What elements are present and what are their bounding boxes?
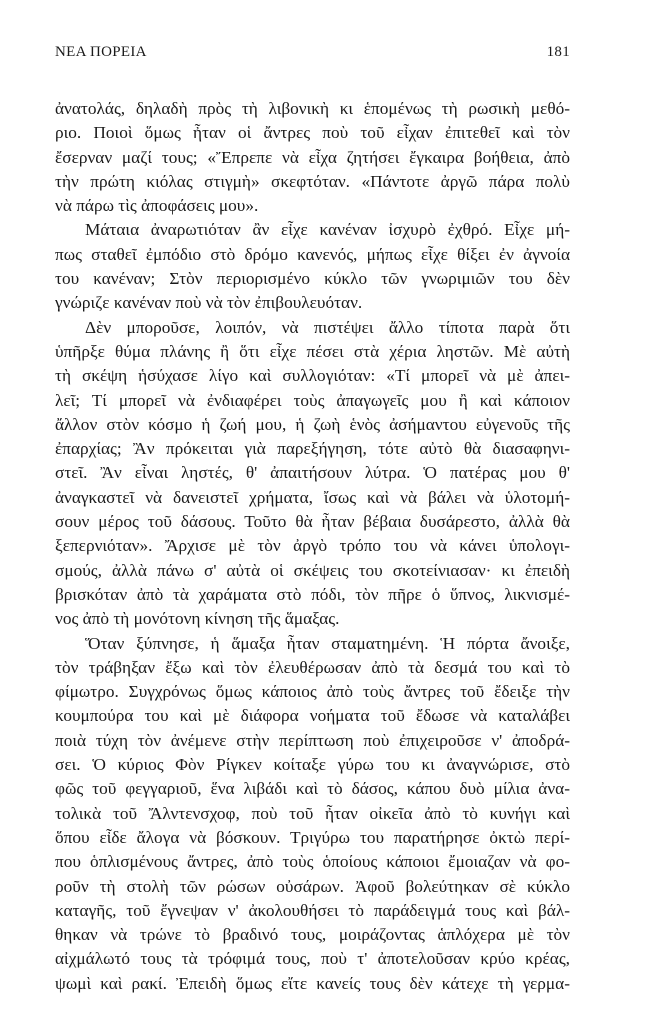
- text-line: τὴν πρώτη κιόλας στιγμὴ» σκεφτόταν. «Πάντοτε ἀργῶ πάρα πολὺ: [55, 171, 570, 191]
- paragraph-4: [55, 632, 570, 996]
- text-line: Ὅταν ξύπνησε, ἡ ἅμαξα ἦταν σταματημένη. Ἡ πόρτα ἄνοιξε,: [85, 633, 570, 653]
- text-line: ξεπερνιόταν». Ἄρχισε μὲ τὸν ἀργὸ τρόπο του νὰ κάνει ὑπολογι-: [55, 536, 570, 556]
- text-line: ἀναγκαστεῖ νὰ δανειστεῖ χρήματα, ἴσως καὶ νὰ βάλει νὰ ὑλοτομή-: [55, 487, 570, 507]
- text-line: ἔσερναν μαζί τους; «Ἔπρεπε νὰ εἶχα ζητήσει ἔγκαιρα βοήθεια, ἀπὸ: [55, 147, 570, 167]
- text-line: ὅπου εἶδε ἄλογα νὰ βόσκουν. Τριγύρω του παρατήρησε ὀκτὼ περί-: [55, 827, 570, 847]
- paragraph-3: [55, 316, 570, 632]
- text-line: ἄλλον στὸν κόσμο ἡ ζωή μου, ἡ ζωὴ ἑνὸς ἀσήμαντου εὐγενοῦς τῆς: [55, 414, 570, 434]
- text-line: ροῦν τὴ στολὴ τῶν ρώσων οὐσάρων. Ἀφοῦ βολεύτηκαν σὲ κύκλο: [55, 876, 570, 896]
- text-line: λεῖ; Τί μπορεῖ νὰ ἐνδιαφέρει τοὺς ἀπαγωγεῖς μου ἢ καὶ κάποιον: [55, 390, 570, 410]
- text-line: τὴ σκέψη ἡσύχασε λίγο καὶ συλλογιόταν: «Τί μπορεῖ νὰ μὲ ἀπει-: [55, 366, 570, 386]
- text-line: που ὁπλισμένους ἄντρες, ἀπὸ τοὺς ὁποίους κάποιοι ἔμοιαζαν νὰ φο-: [55, 852, 570, 872]
- text-line: καταγῆς, τοῦ ἔγνεψαν ν' ἀκολουθήσει τὸ παράδειγμά τους καὶ βάλ-: [55, 900, 570, 920]
- text-line: σει. Ὁ κύριος Φὸν Ρίγκεν κοίταξε γύρω του κι ἀναγνώρισε, στὸ: [55, 755, 570, 775]
- text-line: πως σταθεῖ ἐμπόδιο στὸ δρόμο κανενός, μήπως εἶχε θίξει ἐν ἀγνοία: [55, 244, 570, 264]
- text-line: θηκαν νὰ τρώνε τὸ βραδινό τους, μοιράζοντας ἁπλόχερα μὲ τὸν: [55, 925, 570, 945]
- text-line: σουν μέρος τοῦ δάσους. Τοῦτο θὰ ἦταν βέβαια δυσάρεστο, ἀλλὰ θὰ: [55, 512, 570, 532]
- text-line: νὰ πάρω τὶς ἀποφάσεις μου».: [55, 196, 259, 216]
- text-line: σμούς, ἀλλὰ πάνω σ' αὐτὰ οἱ σκέψεις του σκοτείνιασαν· κι ἐπειδὴ: [55, 560, 570, 580]
- text-line: ὑπῆρξε θύμα πλάνης ἢ ὅτι εἶχε πέσει στὰ χέρια ληστῶν. Μὲ αὐτὴ: [55, 341, 570, 361]
- paragraph-1: [55, 97, 570, 218]
- text-line: γνώριζε κανέναν ποὺ νὰ τὸν ἐπιβουλευόταν.: [55, 293, 363, 313]
- text-line: τὸν τράβηξαν ἔξω καὶ τὸν ἐλευθέρωσαν ἀπὸ τὰ δεσμά του καὶ τὸ: [55, 657, 570, 677]
- text-line: φίμωτρο. Συγχρόνως ὅμως κάποιος ἀπὸ τοὺς ἄντρες τοῦ ἔδειξε τὴν: [55, 682, 570, 702]
- text-line: βρισκόταν ἀπὸ τὰ χαράματα στὸ πόδι, τὸν πῆρε ὁ ὕπνος, λικνισμέ-: [55, 584, 570, 604]
- text-line: στεῖ. Ἂν εἶναι ληστές, θ' ἀπαιτήσουν λύτρα. Ὁ πατέρας μου θ': [55, 463, 570, 483]
- text-line: τολικὰ τοῦ Ἄλντενσχοφ, ποὺ τοῦ ἦταν οἰκεῖα ἀπὸ τὸ κυνήγι καὶ: [55, 803, 570, 823]
- text-line: νος ἀπὸ τὴ μονότονη κίνηση τῆς ἅμαξας.: [55, 609, 340, 629]
- text-line: του κανέναν; Στὸν περιορισμένο κύκλο τῶν γνωριμιῶν του δὲν: [55, 269, 570, 289]
- running-title: ΝΕΑ ΠΟΡΕΙΑ: [55, 44, 147, 60]
- text-line: αἰχμάλωτό τους τὰ τρόφιμά τους, ποὺ τ' ἀποτελοῦσαν κρύο κρέας,: [55, 949, 570, 969]
- body-text: [55, 97, 570, 996]
- text-line: κουμπούρα του καὶ μὲ διάφορα νοήματα τοῦ ἔδωσε νὰ καταλάβει: [55, 706, 570, 726]
- running-header: [55, 44, 570, 61]
- text-line: Δὲν μποροῦσε, λοιπόν, νὰ πιστέψει ἄλλο τίποτα παρὰ ὅτι: [85, 317, 570, 337]
- text-line: Μάταια ἀναρωτιόταν ἂν εἶχε κανέναν ἰσχυρὸ ἐχθρό. Εἶχε μή-: [85, 220, 570, 240]
- paragraph-2: [55, 218, 570, 315]
- text-line: ἀνατολάς, δηλαδὴ πρὸς τὴ λιβονικὴ κι ἑπομένως τὴ ρωσικὴ μεθό-: [55, 99, 570, 118]
- text-line: ποιὰ τύχη τὸν ἀνέμενε στὴν περίπτωση ποὺ ἐπιχειροῦσε ν' ἀποδρά-: [55, 730, 570, 750]
- text-line: ἐπαρχίας; Ἂν πρόκειται γιὰ παρεξήγηση, τότε αὐτὸ θὰ διασαφηνι-: [55, 439, 570, 459]
- page-number: 181: [546, 44, 570, 60]
- text-line: ψωμὶ καὶ ρακί. Ἐπειδὴ ὅμως εἴτε κανείς τους δὲν κάτεχε τὴ γερμα-: [55, 973, 570, 993]
- text-line: φῶς τοῦ φεγγαριοῦ, ἕνα λιβάδι καὶ τὸ δάσος, κάπου δυὸ μίλια ἀνα-: [55, 779, 570, 799]
- text-line: ριο. Ποιοὶ ὅμως ἦταν οἱ ἄντρες ποὺ τοῦ εἶχαν ἐπιτεθεῖ καὶ τὸν: [55, 123, 570, 143]
